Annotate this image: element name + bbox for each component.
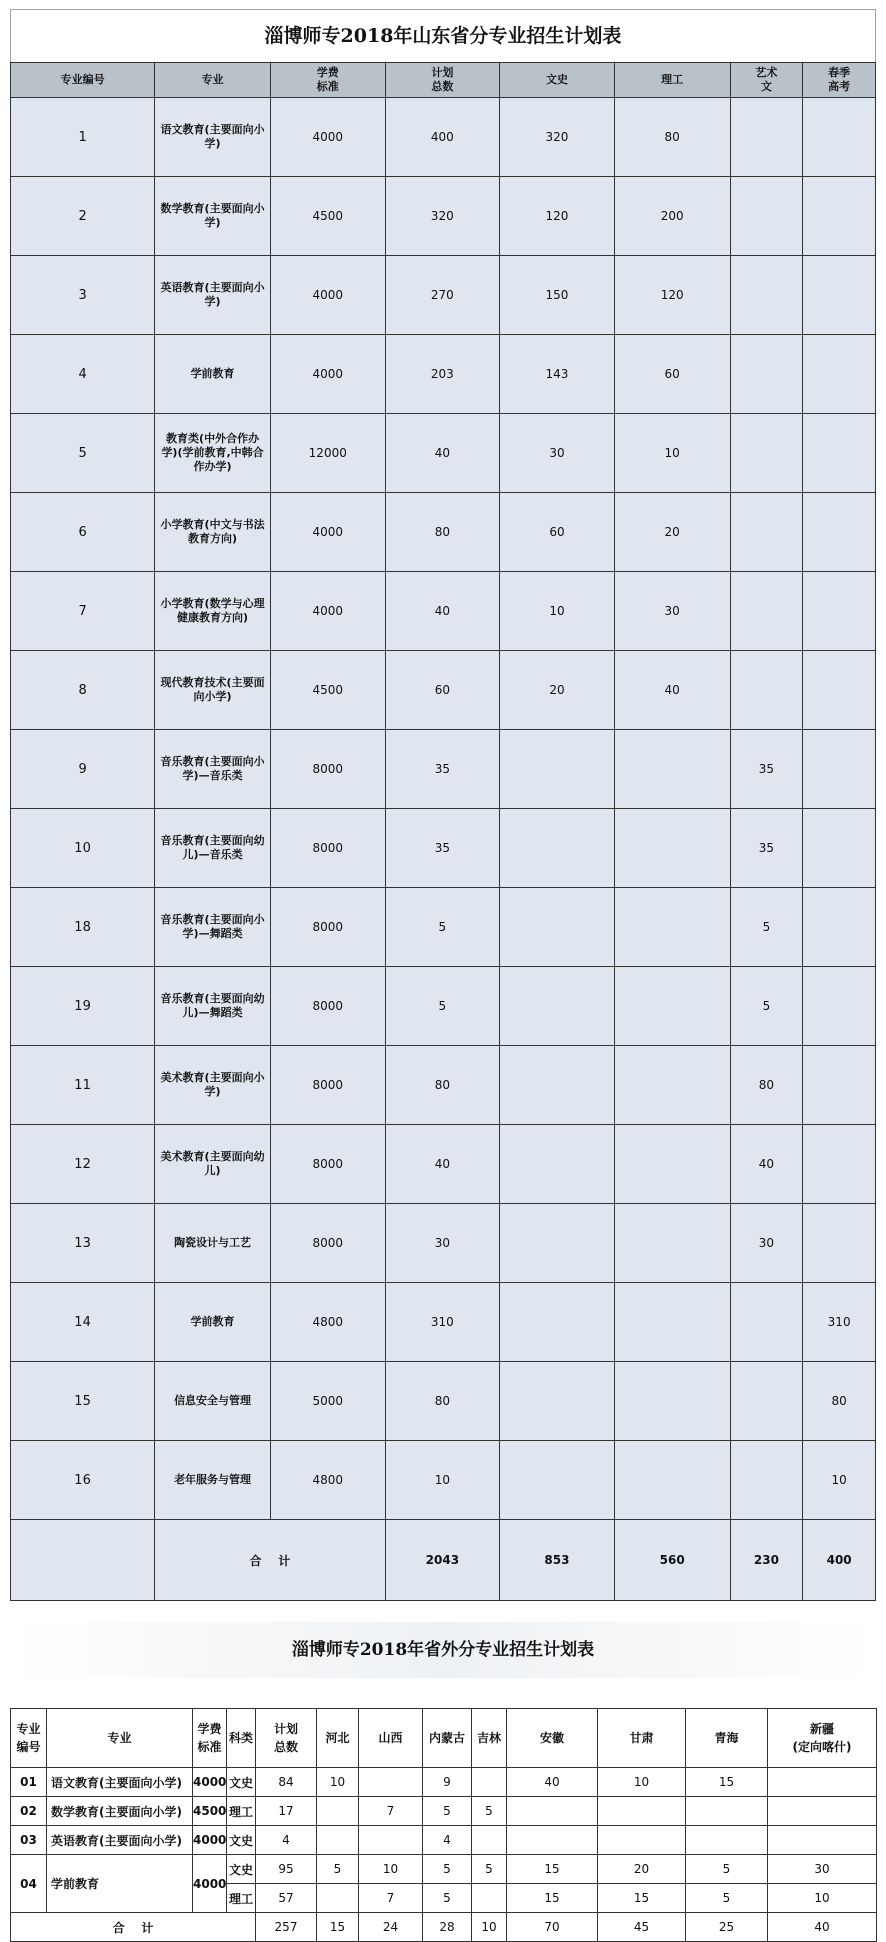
neimenggu-count: 4	[423, 1826, 472, 1855]
row-number: 7	[11, 572, 155, 651]
plan-total: 57	[256, 1884, 317, 1913]
table-row	[11, 1204, 876, 1283]
spring-exam-count: 80	[803, 1362, 876, 1441]
qinghai-count: 5	[686, 1855, 768, 1884]
tuition-fee: 8000	[270, 809, 385, 888]
anhui-count: 40	[507, 1768, 598, 1797]
major-name: 数学教育(主要面向小学)	[155, 177, 271, 256]
row-number: 16	[11, 1441, 155, 1520]
wenshi-count	[500, 1283, 615, 1362]
jilin-count	[472, 1884, 507, 1913]
major-name: 音乐教育(主要面向小学)—舞蹈类	[155, 888, 271, 967]
major-name: 陶瓷设计与工艺	[155, 1204, 271, 1283]
table-row	[11, 1441, 876, 1520]
tuition-fee: 4000	[270, 256, 385, 335]
total-row	[11, 1520, 876, 1601]
art-count: 35	[730, 809, 803, 888]
tuition-fee: 4500	[270, 651, 385, 730]
tuition-fee: 4000	[270, 572, 385, 651]
wenshi-count	[500, 1362, 615, 1441]
major-name: 学前教育	[155, 335, 271, 414]
plan-total: 84	[256, 1768, 317, 1797]
total-shanxi: 24	[359, 1913, 423, 1942]
major-name: 学前教育	[155, 1283, 271, 1362]
row-number: 19	[11, 967, 155, 1046]
spring-exam-count	[803, 967, 876, 1046]
table-row	[11, 1768, 877, 1797]
art-count	[730, 1362, 803, 1441]
spring-exam-count	[803, 1125, 876, 1204]
table-row	[11, 888, 876, 967]
ligong-count: 80	[614, 98, 730, 177]
row-number: 18	[11, 888, 155, 967]
row-number: 13	[11, 1204, 155, 1283]
gansu-count	[598, 1826, 686, 1855]
spring-exam-count	[803, 493, 876, 572]
table-row	[11, 1125, 876, 1204]
tuition-fee: 8000	[270, 1204, 385, 1283]
tuition-fee: 4000	[270, 335, 385, 414]
xinjiang-count	[768, 1768, 877, 1797]
wenshi-count: 320	[500, 98, 615, 177]
plan-total: 270	[385, 256, 500, 335]
spring-exam-count: 310	[803, 1283, 876, 1362]
major-name: 数学教育(主要面向小学)	[47, 1797, 193, 1826]
gansu-count: 20	[598, 1855, 686, 1884]
plan-total: 35	[385, 730, 500, 809]
column-header: 科类	[227, 1709, 256, 1768]
table-header-row	[11, 63, 876, 98]
tuition-fee: 5000	[270, 1362, 385, 1441]
art-count: 5	[730, 967, 803, 1046]
column-header: 吉林	[472, 1709, 507, 1768]
major-name: 美术教育(主要面向小学)	[155, 1046, 271, 1125]
major-name: 小学教育(中文与书法教育方向)	[155, 493, 271, 572]
art-count	[730, 651, 803, 730]
total-row	[11, 1913, 877, 1942]
tuition-fee: 12000	[270, 414, 385, 493]
total-xinjiang: 40	[768, 1913, 877, 1942]
wenshi-count: 143	[500, 335, 615, 414]
total-ligong: 560	[614, 1520, 730, 1601]
outside-province-plan-title: 淄博师专2018年省外分专业招生计划表	[10, 1622, 876, 1678]
wenshi-count	[500, 1204, 615, 1283]
wenshi-count	[500, 1125, 615, 1204]
row-number: 2	[11, 177, 155, 256]
wenshi-count: 60	[500, 493, 615, 572]
major-name: 老年服务与管理	[155, 1441, 271, 1520]
hebei-count	[317, 1826, 359, 1855]
column-header: 专业	[155, 63, 271, 98]
tuition-fee: 4000	[270, 493, 385, 572]
wenshi-count	[500, 888, 615, 967]
column-header: 河北	[317, 1709, 359, 1768]
jilin-count: 5	[472, 1855, 507, 1884]
art-count	[730, 572, 803, 651]
column-header: 专业	[47, 1709, 193, 1768]
spring-exam-count	[803, 414, 876, 493]
ligong-count: 120	[614, 256, 730, 335]
spring-exam-count	[803, 256, 876, 335]
tuition-fee: 8000	[270, 1125, 385, 1204]
table-row	[11, 1046, 876, 1125]
spring-exam-count	[803, 572, 876, 651]
table-row	[11, 572, 876, 651]
hebei-count: 10	[317, 1768, 359, 1797]
major-name: 英语教育(主要面向小学)	[155, 256, 271, 335]
total-hebei: 15	[317, 1913, 359, 1942]
ligong-count	[614, 1046, 730, 1125]
spring-exam-count	[803, 98, 876, 177]
xinjiang-count: 30	[768, 1855, 877, 1884]
column-header: 计划 总数	[256, 1709, 317, 1768]
major-name: 音乐教育(主要面向幼儿)—音乐类	[155, 809, 271, 888]
spring-exam-count	[803, 335, 876, 414]
tuition-fee: 4000	[193, 1768, 227, 1797]
tuition-fee: 4000	[193, 1855, 227, 1913]
row-number: 03	[11, 1826, 47, 1855]
spring-exam-count	[803, 730, 876, 809]
spring-exam-count	[803, 177, 876, 256]
column-header: 专业编号	[11, 63, 155, 98]
tuition-fee: 4500	[270, 177, 385, 256]
spring-exam-count: 10	[803, 1441, 876, 1520]
wenshi-count	[500, 809, 615, 888]
wenshi-count: 30	[500, 414, 615, 493]
qinghai-count: 15	[686, 1768, 768, 1797]
total-total: 2043	[385, 1520, 500, 1601]
hebei-count	[317, 1884, 359, 1913]
shanxi-count	[359, 1826, 423, 1855]
neimenggu-count: 5	[423, 1855, 472, 1884]
neimenggu-count: 5	[423, 1797, 472, 1826]
plan-total: 5	[385, 888, 500, 967]
spring-exam-count	[803, 1204, 876, 1283]
row-number: 9	[11, 730, 155, 809]
column-header: 计划 总数	[385, 63, 500, 98]
row-number: 04	[11, 1855, 47, 1913]
ligong-count	[614, 1362, 730, 1441]
art-count	[730, 256, 803, 335]
subject-type: 理工	[227, 1797, 256, 1826]
ligong-count	[614, 1204, 730, 1283]
subject-type: 理工	[227, 1884, 256, 1913]
major-name: 英语教育(主要面向小学)	[47, 1826, 193, 1855]
shandong-plan-table-section	[10, 9, 876, 1601]
plan-total: 17	[256, 1797, 317, 1826]
table-row	[11, 98, 876, 177]
spring-exam-count	[803, 1046, 876, 1125]
subject-type: 文史	[227, 1855, 256, 1884]
neimenggu-count: 9	[423, 1768, 472, 1797]
table-row	[11, 1855, 877, 1884]
art-count: 40	[730, 1125, 803, 1204]
shandong-plan-table	[10, 62, 876, 1601]
total-empty-cell	[11, 1520, 155, 1601]
row-number: 15	[11, 1362, 155, 1441]
table-row	[11, 256, 876, 335]
ligong-count: 10	[614, 414, 730, 493]
row-number: 01	[11, 1768, 47, 1797]
total-qinghai: 25	[686, 1913, 768, 1942]
plan-total: 40	[385, 1125, 500, 1204]
wenshi-count	[500, 1441, 615, 1520]
spring-exam-count	[803, 651, 876, 730]
row-number: 6	[11, 493, 155, 572]
table-row	[11, 651, 876, 730]
ligong-count: 200	[614, 177, 730, 256]
column-header: 甘肃	[598, 1709, 686, 1768]
wenshi-count	[500, 967, 615, 1046]
row-number: 8	[11, 651, 155, 730]
anhui-count: 15	[507, 1855, 598, 1884]
art-count: 35	[730, 730, 803, 809]
ligong-count: 60	[614, 335, 730, 414]
major-name: 语文教育(主要面向小学)	[47, 1768, 193, 1797]
wenshi-count: 20	[500, 651, 615, 730]
column-header: 青海	[686, 1709, 768, 1768]
jilin-count	[472, 1826, 507, 1855]
row-number: 02	[11, 1797, 47, 1826]
outside-province-plan-section	[10, 1622, 876, 1942]
ligong-count	[614, 1441, 730, 1520]
spring-exam-count	[803, 888, 876, 967]
tuition-fee: 4800	[270, 1283, 385, 1362]
xinjiang-count	[768, 1797, 877, 1826]
art-count	[730, 1441, 803, 1520]
art-count	[730, 1283, 803, 1362]
table-row	[11, 414, 876, 493]
wenshi-count	[500, 730, 615, 809]
plan-total: 4	[256, 1826, 317, 1855]
table-row	[11, 493, 876, 572]
tuition-fee: 8000	[270, 730, 385, 809]
column-header: 新疆 (定向喀什)	[768, 1709, 877, 1768]
total-label: 合 计	[11, 1913, 256, 1942]
anhui-count	[507, 1826, 598, 1855]
subject-type: 文史	[227, 1768, 256, 1797]
qinghai-count	[686, 1826, 768, 1855]
column-header: 内蒙古	[423, 1709, 472, 1768]
plan-total: 5	[385, 967, 500, 1046]
xinjiang-count: 10	[768, 1884, 877, 1913]
total-label: 合 计	[155, 1520, 385, 1601]
table-row	[11, 177, 876, 256]
major-name: 音乐教育(主要面向小学)—音乐类	[155, 730, 271, 809]
table-row	[11, 809, 876, 888]
shandong-plan-title: 淄博师专2018年山东省分专业招生计划表	[10, 9, 876, 62]
row-number: 10	[11, 809, 155, 888]
anhui-count: 15	[507, 1884, 598, 1913]
art-count	[730, 98, 803, 177]
ligong-count	[614, 1283, 730, 1362]
gansu-count: 10	[598, 1768, 686, 1797]
qinghai-count: 5	[686, 1884, 768, 1913]
column-header: 山西	[359, 1709, 423, 1768]
major-name: 美术教育(主要面向幼儿)	[155, 1125, 271, 1204]
total-chunji: 400	[803, 1520, 876, 1601]
tuition-fee: 4800	[270, 1441, 385, 1520]
gansu-count	[598, 1797, 686, 1826]
plan-total: 310	[385, 1283, 500, 1362]
ligong-count: 40	[614, 651, 730, 730]
wenshi-count: 120	[500, 177, 615, 256]
column-header: 理工	[614, 63, 730, 98]
plan-total: 60	[385, 651, 500, 730]
art-count	[730, 335, 803, 414]
wenshi-count	[500, 1046, 615, 1125]
spring-exam-count	[803, 809, 876, 888]
row-number: 11	[11, 1046, 155, 1125]
column-header: 专业 编号	[11, 1709, 47, 1768]
tuition-fee: 4000	[193, 1826, 227, 1855]
hebei-count	[317, 1797, 359, 1826]
column-header: 文史	[500, 63, 615, 98]
table-row	[11, 1362, 876, 1441]
ligong-count	[614, 809, 730, 888]
table-row	[11, 1797, 877, 1826]
table-row	[11, 967, 876, 1046]
shanxi-count	[359, 1768, 423, 1797]
art-count	[730, 414, 803, 493]
jilin-count: 5	[472, 1797, 507, 1826]
gansu-count: 15	[598, 1884, 686, 1913]
art-count	[730, 493, 803, 572]
major-name: 现代教育技术(主要面向小学)	[155, 651, 271, 730]
row-number: 12	[11, 1125, 155, 1204]
neimenggu-count: 5	[423, 1884, 472, 1913]
column-header: 安徽	[507, 1709, 598, 1768]
total-wenshi: 853	[500, 1520, 615, 1601]
row-number: 1	[11, 98, 155, 177]
major-name: 信息安全与管理	[155, 1362, 271, 1441]
plan-total: 320	[385, 177, 500, 256]
row-number: 3	[11, 256, 155, 335]
total-total: 257	[256, 1913, 317, 1942]
xinjiang-count	[768, 1826, 877, 1855]
column-header: 艺术 文	[730, 63, 803, 98]
plan-total: 80	[385, 493, 500, 572]
plan-total: 400	[385, 98, 500, 177]
ligong-count	[614, 1125, 730, 1204]
plan-total: 40	[385, 572, 500, 651]
ligong-count	[614, 730, 730, 809]
art-count: 30	[730, 1204, 803, 1283]
table-row	[11, 335, 876, 414]
tuition-fee: 8000	[270, 888, 385, 967]
total-neimenggu: 28	[423, 1913, 472, 1942]
ligong-count	[614, 888, 730, 967]
major-name: 教育类(中外合作办学)(学前教育,中韩合作办学)	[155, 414, 271, 493]
ligong-count: 20	[614, 493, 730, 572]
plan-total: 10	[385, 1441, 500, 1520]
column-header: 春季 高考	[803, 63, 876, 98]
major-name: 学前教育	[47, 1855, 193, 1913]
tuition-fee: 4000	[270, 98, 385, 177]
ligong-count	[614, 967, 730, 1046]
shanxi-count: 7	[359, 1884, 423, 1913]
plan-total: 80	[385, 1046, 500, 1125]
wenshi-count: 10	[500, 572, 615, 651]
plan-total: 95	[256, 1855, 317, 1884]
row-number: 4	[11, 335, 155, 414]
row-number: 5	[11, 414, 155, 493]
table-row	[11, 1283, 876, 1362]
shanxi-count: 7	[359, 1797, 423, 1826]
plan-total: 203	[385, 335, 500, 414]
tuition-fee: 8000	[270, 967, 385, 1046]
total-gansu: 45	[598, 1913, 686, 1942]
row-number: 14	[11, 1283, 155, 1362]
plan-total: 35	[385, 809, 500, 888]
art-count: 80	[730, 1046, 803, 1125]
major-name: 小学教育(数学与心理健康教育方向)	[155, 572, 271, 651]
wenshi-count: 150	[500, 256, 615, 335]
table-row	[11, 1826, 877, 1855]
total-anhui: 70	[507, 1913, 598, 1942]
art-count	[730, 177, 803, 256]
plan-total: 80	[385, 1362, 500, 1441]
anhui-count	[507, 1797, 598, 1826]
tuition-fee: 4500	[193, 1797, 227, 1826]
ligong-count: 30	[614, 572, 730, 651]
table-row	[11, 730, 876, 809]
column-header: 学费 标准	[193, 1709, 227, 1768]
table-header-row	[11, 1709, 877, 1768]
total-yishu: 230	[730, 1520, 803, 1601]
total-jilin: 10	[472, 1913, 507, 1942]
jilin-count	[472, 1768, 507, 1797]
art-count: 5	[730, 888, 803, 967]
shanxi-count: 10	[359, 1855, 423, 1884]
tuition-fee: 8000	[270, 1046, 385, 1125]
hebei-count: 5	[317, 1855, 359, 1884]
outside-province-plan-table	[10, 1708, 877, 1942]
plan-total: 30	[385, 1204, 500, 1283]
subject-type: 文史	[227, 1826, 256, 1855]
column-header: 学费 标准	[270, 63, 385, 98]
qinghai-count	[686, 1797, 768, 1826]
plan-total: 40	[385, 414, 500, 493]
major-name: 语文教育(主要面向小学)	[155, 98, 271, 177]
major-name: 音乐教育(主要面向幼儿)—舞蹈类	[155, 967, 271, 1046]
